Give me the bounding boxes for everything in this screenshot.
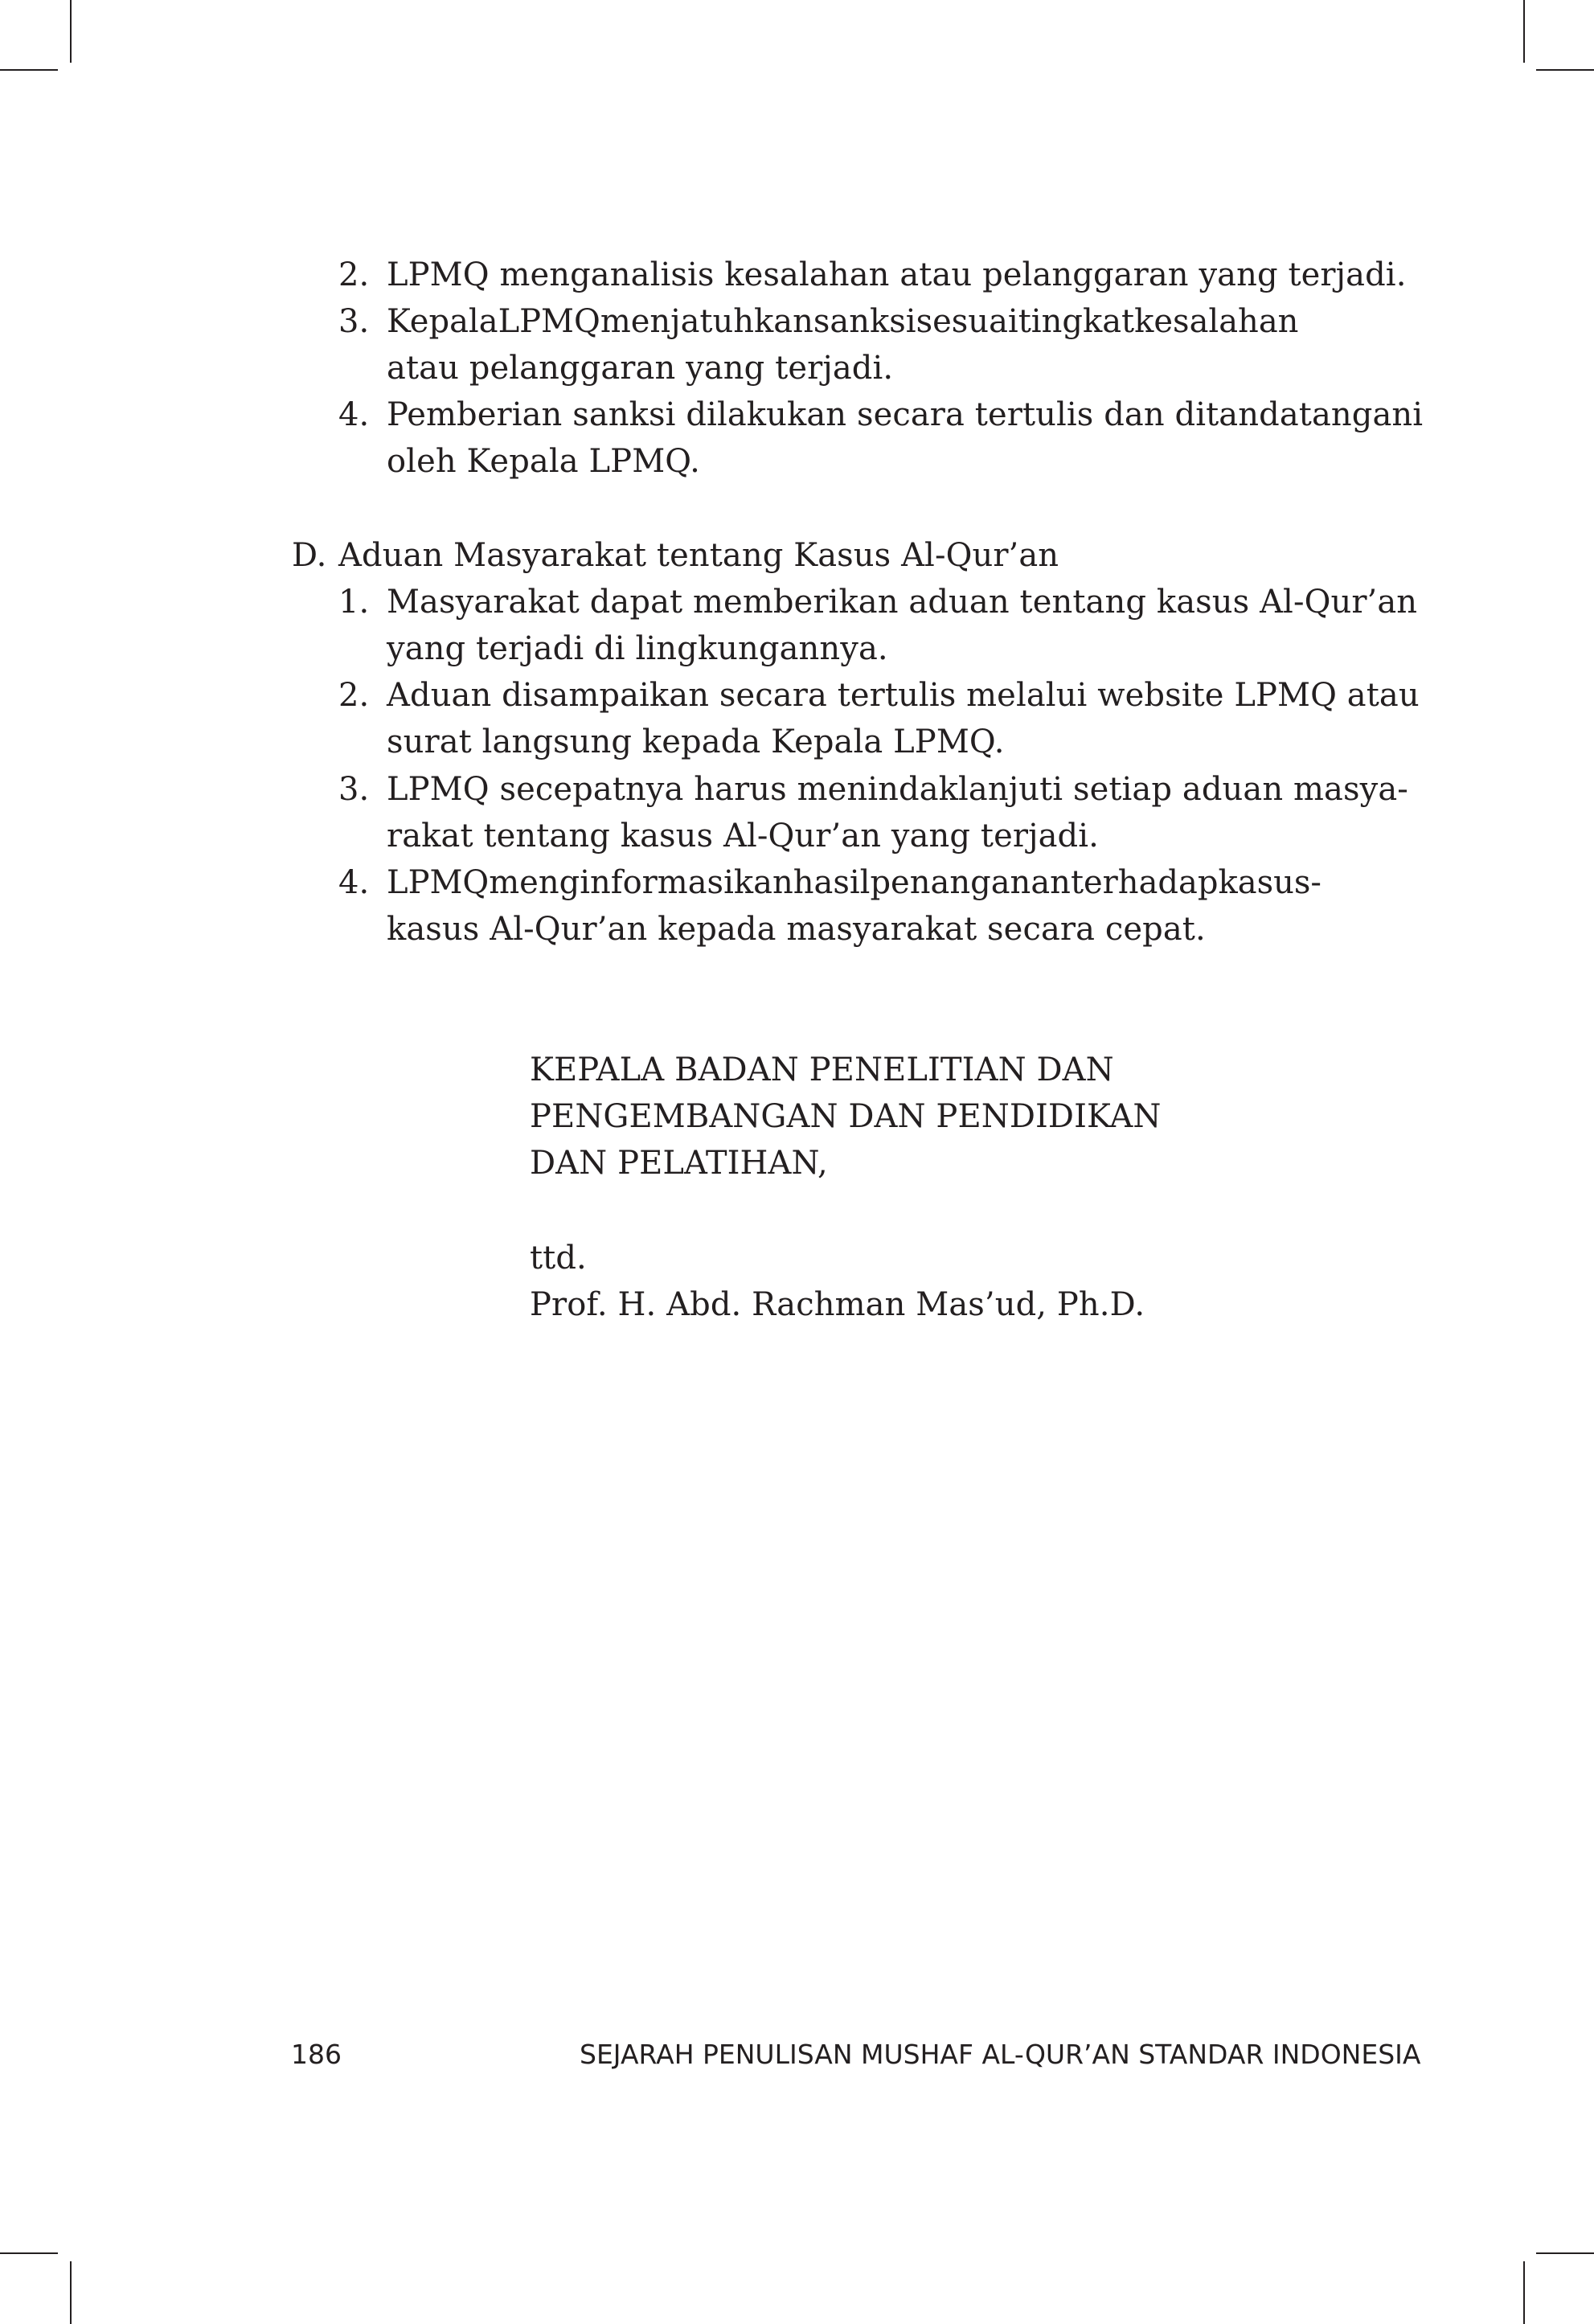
list-text: LPMQ menginformasikan hasil penanganan terhadap kasus- <box>387 864 1322 901</box>
crop-mark <box>70 0 72 63</box>
list-text: Pemberian sanksi dilakukan secara tertulis dan ditandatangani <box>387 396 1424 433</box>
list-number: 3. <box>338 771 370 808</box>
list-text: rakat tentang kasus Al-Qur’an yang terjadi. <box>387 818 1099 855</box>
section-title: Aduan Masyarakat tentang Kasus Al-Qur’an <box>338 537 1059 574</box>
crop-mark <box>1536 2252 1594 2254</box>
list-text: kasus Al-Qur’an kepada masyarakat secara cepat. <box>387 911 1206 948</box>
signature-title: KEPALA BADAN PENELITIAN DAN <box>530 1051 1114 1088</box>
crop-mark <box>1523 2261 1525 2324</box>
crop-mark <box>1523 0 1525 63</box>
list-number: 4. <box>338 396 370 433</box>
list-text: LPMQ menganalisis kesalahan atau pelanggaran yang terjadi. <box>387 256 1407 293</box>
signatory-name: Prof. H. Abd. Rachman Mas’ud, Ph.D. <box>530 1286 1145 1323</box>
list-text: Kepala LPMQ menjatuhkan sanksi sesuai tingkat kesalahan <box>387 303 1299 340</box>
signature-title: DAN PELATIHAN, <box>530 1145 828 1182</box>
crop-mark <box>70 2261 72 2324</box>
list-text: yang terjadi di lingkungannya. <box>387 630 888 667</box>
list-text: surat langsung kepada Kepala LPMQ. <box>387 723 1005 760</box>
page-number: 186 <box>291 2039 342 2070</box>
list-text: oleh Kepala LPMQ. <box>387 443 700 480</box>
crop-mark <box>1536 69 1594 71</box>
list-number: 2. <box>338 256 370 293</box>
list-text: LPMQ secepatnya harus menindaklanjuti setiap aduan masya- <box>387 771 1408 808</box>
list-number: 2. <box>338 677 370 714</box>
list-text: Aduan disampaikan secara tertulis melalui website LPMQ atau <box>387 677 1420 714</box>
list-number: 3. <box>338 303 370 340</box>
crop-mark <box>0 2252 58 2254</box>
list-text: atau pelanggaran yang terjadi. <box>387 350 894 387</box>
signature-title: PENGEMBANGAN DAN PENDIDIKAN <box>530 1098 1162 1135</box>
running-footer-title: SEJARAH PENULISAN MUSHAF AL-QUR’AN STANDAR INDONESIA <box>580 2039 1421 2070</box>
signature-ttd: ttd. <box>530 1240 587 1277</box>
list-number: 4. <box>338 864 370 901</box>
section-letter: D. <box>292 537 327 574</box>
list-number: 1. <box>338 584 370 621</box>
list-text: Masyarakat dapat memberikan aduan tentang kasus Al-Qur’an <box>387 584 1418 621</box>
crop-mark <box>0 69 58 71</box>
